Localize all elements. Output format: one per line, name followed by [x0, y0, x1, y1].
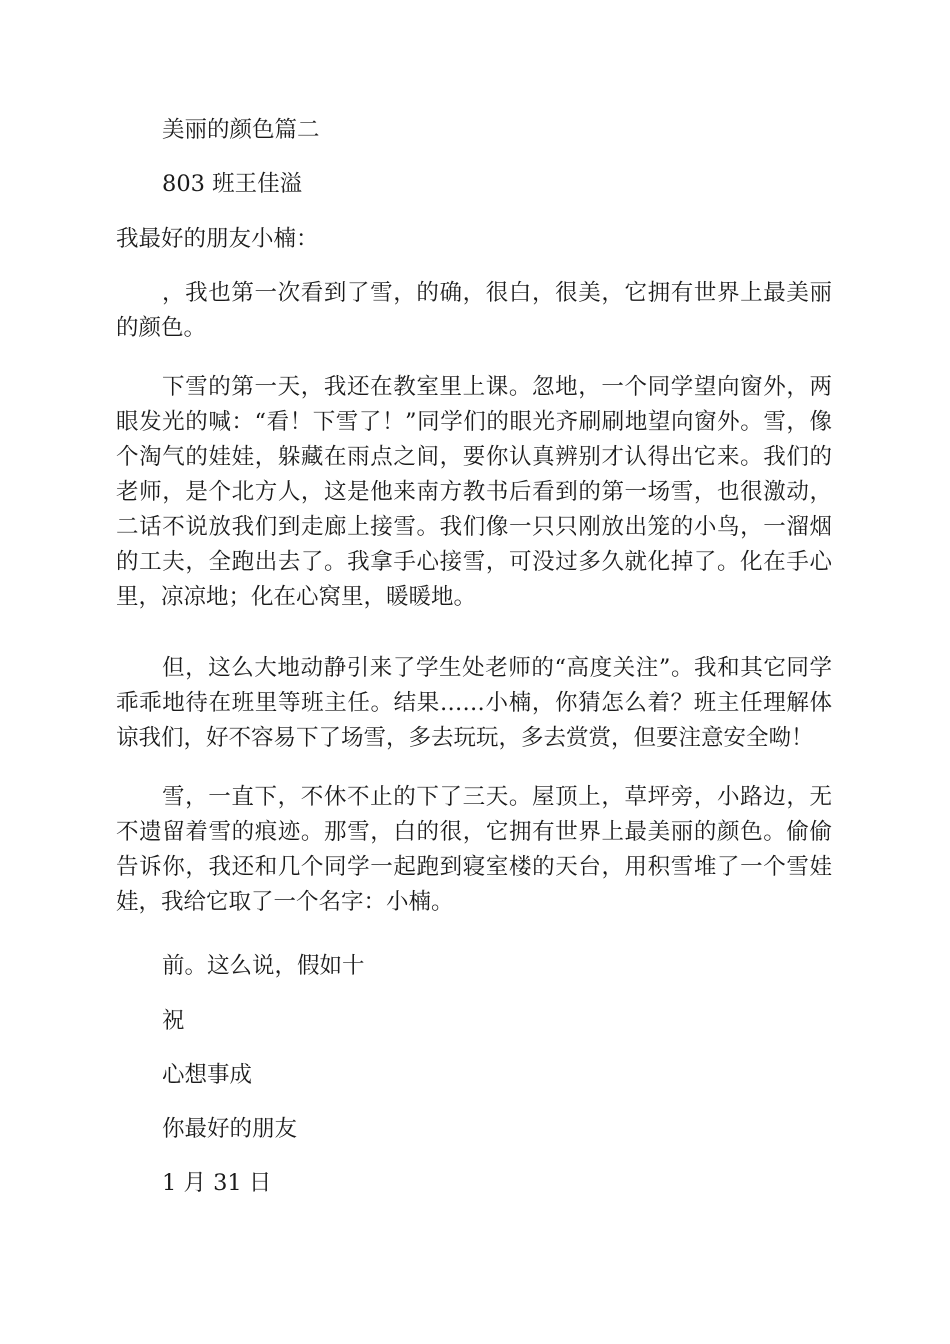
document-title: 美丽的颜色篇二 — [162, 117, 320, 143]
paragraph-4: 雪，一直下，不休不止的下了三天。屋顶上，草坪旁，小路边，无不遗留着雪的痕迹。那雪，白的很，它拥有世界上最美丽的颜色。偷偷告诉你，我还和几个同学一起跑到寝室楼的天台，用积雪堆了一个雪娃娃，我给它取了一个名字：小楠。 — [116, 784, 832, 915]
closing-line: 前。这么说，假如十 — [162, 953, 365, 979]
paragraph-3: 但，这么大地动静引来了学生处老师的“高度关注”。我和其它同学乖乖地待在班里等班主任。结果……小楠，你猜怎么着？班主任理解体谅我们，好不容易下了场雪，多去玩玩，多去赏赏，但要注意安全呦！ — [116, 655, 832, 751]
paragraph-1: ，我也第一次看到了雪，的确，很白，很美，它拥有世界上最美丽的颜色。 — [116, 280, 832, 341]
wish-line: 心想事成 — [162, 1062, 253, 1088]
paragraph-2: 下雪的第一天，我还在教室里上课。忽地，一个同学望向窗外，两眼发光的喊：“看！下雪了！”同学们的眼光齐刷刷地望向窗外。雪，像个淘气的娃娃，躲藏在雨点之间，要你认真辨别才认得出它来。我们的老师，是个北方人，这是他来南方教书后看到的第一场雪，也很激动，二话不说放我们到走廊上接雪。我们像一只只刚放出笼的小鸟，一溜烟的工夫，全跑出去了。我拿手心接雪，可没过多久就化掉了。化在手心里，凉凉地；化在心窝里，暖暖地。 — [116, 374, 832, 610]
wish-start: 祝 — [162, 1008, 185, 1034]
signature: 你最好的朋友 — [162, 1116, 298, 1142]
salutation: 我最好的朋友小楠： — [116, 226, 319, 252]
author-line: 803 班王佳溢 — [162, 171, 303, 197]
date-line: 1 月 31 日 — [162, 1170, 272, 1196]
